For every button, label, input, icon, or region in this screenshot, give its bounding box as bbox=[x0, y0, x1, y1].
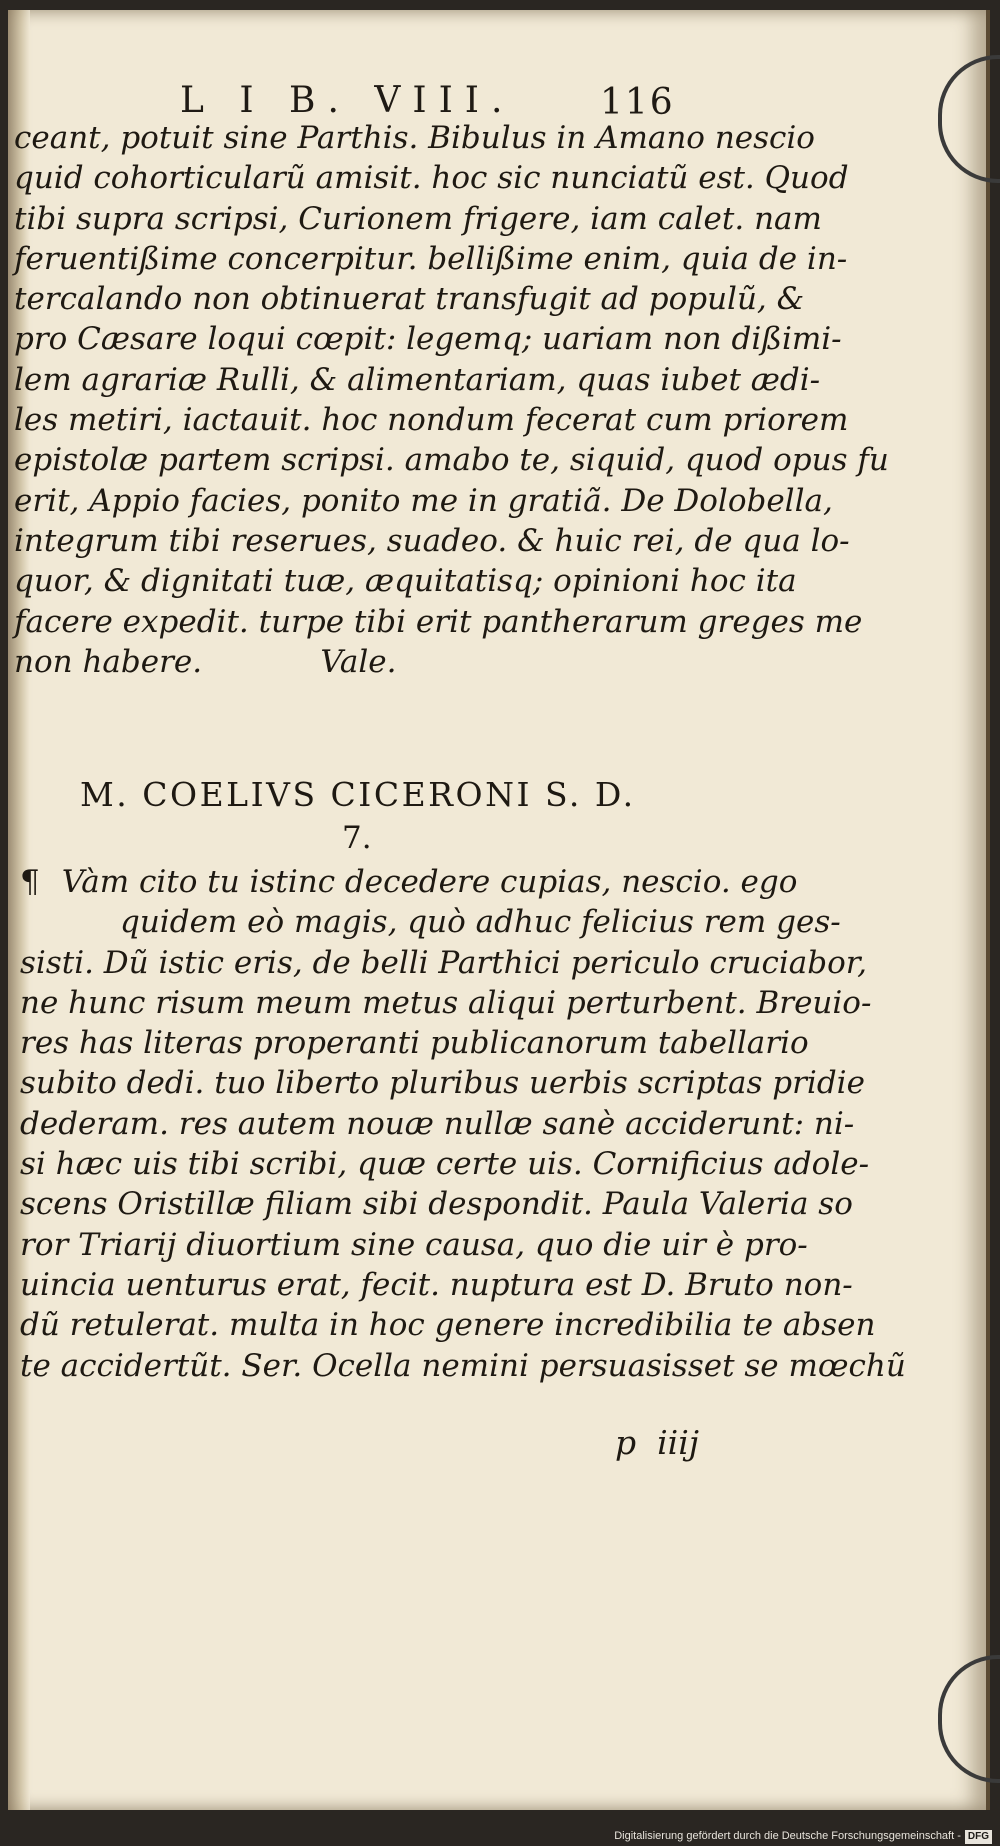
signature-mark: p iiij bbox=[615, 1423, 699, 1462]
text-line bbox=[20, 862, 798, 902]
text-line: quidem eò magis, quò adhuc felicius rem ges- bbox=[120, 904, 841, 941]
text-line: dederam. res autem nouæ nullæ sanè acciderunt: ni- bbox=[20, 1105, 855, 1142]
text-line: tibi supra scripsi, Curionem frigere, iam calet. nam bbox=[14, 200, 822, 237]
text-line: erit, Appio facies, ponito me in gratiã. De Dolobella, bbox=[14, 482, 833, 519]
folio-number: 116 bbox=[600, 82, 675, 123]
text-line: pro Cæsare loqui cœpit: legemq; uariam non dißimi- bbox=[14, 321, 842, 358]
text-line: res has literas properanti publicanorum tabellario bbox=[20, 1025, 809, 1062]
text-line: si hæc uis tibi scribi, quæ certe uis. Cornificius adole- bbox=[20, 1146, 870, 1183]
text-line: non habere. Vale. bbox=[14, 643, 397, 680]
text-line: facere expedit. turpe tibi erit pantherarum greges me bbox=[14, 603, 863, 640]
credit-text: Digitalisierung gefördert durch die Deutsche Forschungsgemeinschaft - bbox=[614, 1830, 961, 1842]
text-line: feruentißime concerpitur. bellißime enim, quia de in- bbox=[14, 240, 848, 277]
digitization-credit bbox=[600, 1826, 1000, 1846]
text-line: quid cohorticularũ amisit. hoc sic nunciatũ est. Quod bbox=[14, 160, 849, 197]
text-line: epistolæ partem scripsi. amabo te, siquid, quod opus fu bbox=[14, 442, 889, 479]
text-line: ne hunc risum meum metus aliqui perturbent. Breuio- bbox=[20, 984, 872, 1021]
text-line: subito dedi. tuo liberto pluribus uerbis scriptas pridie bbox=[20, 1065, 865, 1102]
text-line: les metiri, iactauit. hoc nondum fecerat cum priorem bbox=[14, 402, 849, 439]
text-line: dũ retulerat. multa in hoc genere incredibilia te absen bbox=[20, 1307, 876, 1344]
text-line: lem agrariæ Rulli, & alimentariam, quas iubet ædi- bbox=[14, 361, 821, 398]
text-line: ror Triarij diuortium sine causa, quo die uir è pro- bbox=[20, 1226, 808, 1263]
text-line: uincia uenturus erat, fecit. nuptura est D. Bruto non- bbox=[20, 1266, 853, 1303]
text-line: quor, & dignitati tuæ, æquitatisq; opinioni hoc ita bbox=[14, 563, 797, 600]
letter-number: 7. bbox=[342, 820, 372, 856]
dfg-logo-icon: DFG bbox=[965, 1830, 992, 1844]
running-head: L I B. VIII. bbox=[180, 80, 515, 121]
letter-7-body bbox=[20, 862, 906, 1386]
text-line: ceant, potuit sine Parthis. Bibulus in Amano nescio bbox=[14, 120, 815, 156]
pilcrow-icon: ¶ bbox=[20, 864, 40, 900]
text-line: scens Oristillæ filiam sibi despondit. Paula Valeria so bbox=[20, 1186, 853, 1223]
text-line: sisti. Dũ istic eris, de belli Parthici periculo cruciabor, bbox=[20, 944, 868, 981]
letter-6-ending bbox=[14, 118, 889, 682]
text-line-content: Vàm cito tu istinc decedere cupias, nescio. ego bbox=[61, 864, 798, 900]
text-line: te accidertũt. Ser. Ocella nemini persuasisset se mœchũ bbox=[20, 1347, 906, 1384]
letter-heading: M. COELIVS CICERONI S. D. bbox=[80, 775, 636, 814]
text-line: tercalando non obtinuerat transfugit ad populũ, & bbox=[14, 281, 805, 318]
text-line: integrum tibi reserues, suadeo. & huic rei, de qua lo- bbox=[14, 522, 850, 559]
